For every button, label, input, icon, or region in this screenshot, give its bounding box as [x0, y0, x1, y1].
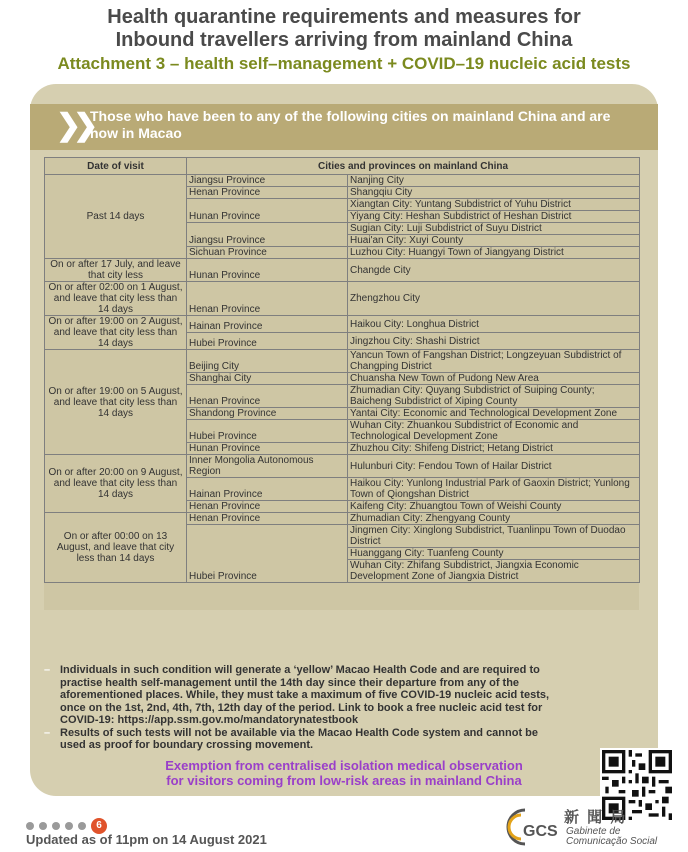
bullet-dash-icon: –	[44, 726, 51, 739]
note-text: Individuals in such condition will generate a ‘yellow’ Macao Health Code and are required to practise health self-management until the 14th day since their departure from any of the aforementioned places. While, they must take a maximum of five COVID-19 nucleic acid tests, once on the 1st, 2nd, 4th, 7th, 12th day of the period. Link to book a free nucleic acid test for COVID-19: https://app.ssm.gov.mo/mandatorynatestbook	[60, 664, 550, 726]
note-text: Results of such tests will not be available via the Macao Health Code system and cannot be used as proof for boundary crossing movement.	[60, 726, 539, 751]
date-cell: On or after 00:00 on 13 August, and leave that city less than 14 days	[45, 513, 187, 583]
city-cell: Zhengzhou City	[348, 282, 640, 316]
exemption-line-2: for visitors coming from low-risk areas in mainland China	[166, 773, 522, 788]
table-body	[45, 175, 640, 583]
city-cell: Huanggang City: Tuanfeng County	[348, 548, 640, 560]
province-cell: Henan Province	[187, 187, 348, 199]
province-cell: Henan Province	[187, 513, 348, 525]
date-cell: On or after 19:00 on 2 August, and leave that city less than 14 days	[45, 316, 187, 350]
exemption-link[interactable]	[0, 758, 688, 788]
city-cell: Sugian City: Luji Subdistrict of Suyu District	[348, 223, 640, 235]
province-cell: Hunan Province	[187, 259, 348, 282]
page-subtitle: Attachment 3 – health self–management + COVID–19 nucleic acid tests	[57, 54, 631, 73]
page-dot[interactable]	[78, 822, 86, 830]
date-cell: Past 14 days	[45, 175, 187, 259]
province-cell: Henan Province	[187, 385, 348, 408]
logo-letters: GCS	[523, 823, 558, 840]
province-cell: Hainan Province	[187, 316, 348, 333]
page-dot[interactable]	[52, 822, 60, 830]
province-cell: Hainan Province	[187, 478, 348, 501]
city-cell: Zhumadian City: Zhengyang County	[348, 513, 640, 525]
table-row	[45, 455, 640, 478]
table-row	[45, 259, 640, 282]
province-cell: Inner Mongolia Autonomous Region	[187, 455, 348, 478]
city-cell: Zhuzhou City: Shifeng District; Hetang District	[348, 443, 640, 455]
logo-pt-line-1: Gabinete de	[566, 826, 621, 837]
province-cell: Jiangsu Province	[187, 223, 348, 247]
notes-list	[44, 664, 564, 752]
table-row	[45, 350, 640, 373]
cities-table-wrap	[44, 157, 639, 610]
cities-table	[44, 157, 640, 583]
table-row	[45, 175, 640, 187]
province-cell: Beijing City	[187, 350, 348, 373]
date-cell: On or after 20:00 on 9 August, and leave that city less than 14 days	[45, 455, 187, 513]
province-cell: Hunan Province	[187, 443, 348, 455]
city-cell: Kaifeng City: Zhuangtou Town of Weishi County	[348, 501, 640, 513]
logo-pt-line-2: Comunicação Social	[566, 836, 658, 847]
date-cell: On or after 19:00 on 5 August, and leave that city less than 14 days	[45, 350, 187, 455]
exemption-line-1: Exemption from centralised isolation medical observation	[165, 758, 523, 773]
city-cell: Zhumadian City: Quyang Subdistrict of Suiping County; Baicheng Subdistrict of Xiping County	[348, 385, 640, 408]
city-cell: Luzhou City: Huangyi Town of Jiangyang District	[348, 247, 640, 259]
province-cell: Hunan Province	[187, 199, 348, 223]
page-dot[interactable]	[26, 822, 34, 830]
province-cell: Hubei Province	[187, 420, 348, 443]
city-cell: Haikou City: Yunlong Industrial Park of Gaoxin District; Yunlong Town of Qiongshan District	[348, 478, 640, 501]
note-item	[44, 727, 564, 752]
page-title	[0, 6, 688, 52]
city-cell: Xiangtan City: Yuntang Subdistrict of Yuhu District	[348, 199, 640, 211]
province-cell: Jiangsu Province	[187, 175, 348, 187]
city-cell: Changde City	[348, 259, 640, 282]
province-cell: Henan Province	[187, 282, 348, 316]
city-cell: Huai'an City: Xuyi County	[348, 235, 640, 247]
table-row	[45, 513, 640, 525]
province-cell: Hubei Province	[187, 333, 348, 350]
banner-text: Those who have been to any of the following cities on mainland China and are now in Macao	[90, 108, 611, 141]
note-item	[44, 664, 564, 727]
date-cell: On or after 02:00 on 1 August, and leave that city less than 14 days	[45, 282, 187, 316]
table-row	[45, 282, 640, 316]
page-dot[interactable]	[65, 822, 73, 830]
city-cell: Wuhan City: Zhifang Subdistrict, Jiangxia Economic Development Zone of Jiangxia District	[348, 560, 640, 583]
province-cell: Shanghai City	[187, 373, 348, 385]
province-cell: Henan Province	[187, 501, 348, 513]
city-cell: Chuansha New Town of Pudong New Area	[348, 373, 640, 385]
logo-portuguese-name	[566, 827, 657, 847]
header-cities: Cities and provinces on mainland China	[187, 158, 640, 175]
province-cell: Shandong Province	[187, 408, 348, 420]
logo-chinese-name: 新 聞 局	[564, 809, 628, 826]
province-cell: Sichuan Province	[187, 247, 348, 259]
city-cell: Shangqiu City	[348, 187, 640, 199]
title-line-1: Health quarantine requirements and measures for	[107, 6, 581, 28]
city-cell: Jingzhou City: Shashi District	[348, 333, 640, 350]
current-page-badge: 6	[91, 818, 107, 834]
city-cell: Jingmen City: Xinglong Subdistrict, Tuanlinpu Town of Duodao District	[348, 525, 640, 548]
city-cell: Haikou City: Longhua District	[348, 316, 640, 333]
city-cell: Nanjing City	[348, 175, 640, 187]
gcs-logo-icon	[503, 806, 561, 848]
double-chevron-icon: ❯❯	[56, 109, 91, 142]
province-cell: Hubei Province	[187, 525, 348, 583]
city-cell: Wuhan City: Zhuankou Subdistrict of Economic and Technological Development Zone	[348, 420, 640, 443]
bullet-dash-icon: –	[44, 664, 51, 676]
city-cell: Yiyang City: Heshan Subdistrict of Heshan District	[348, 211, 640, 223]
city-cell: Yancun Town of Fangshan District; Longzeyuan Subdistrict of Changping District	[348, 350, 640, 373]
updated-timestamp: Updated as of 11pm on 14 August 2021	[26, 832, 267, 847]
header-date: Date of visit	[45, 158, 187, 175]
page-dot[interactable]	[39, 822, 47, 830]
city-cell: Hulunburi City: Fendou Town of Hailar District	[348, 455, 640, 478]
table-row	[45, 316, 640, 333]
date-cell: On or after 17 July, and leave that city less	[45, 259, 187, 282]
city-cell: Yantai City: Economic and Technological Development Zone	[348, 408, 640, 420]
title-line-2: Inbound travellers arriving from mainland China	[115, 29, 573, 51]
